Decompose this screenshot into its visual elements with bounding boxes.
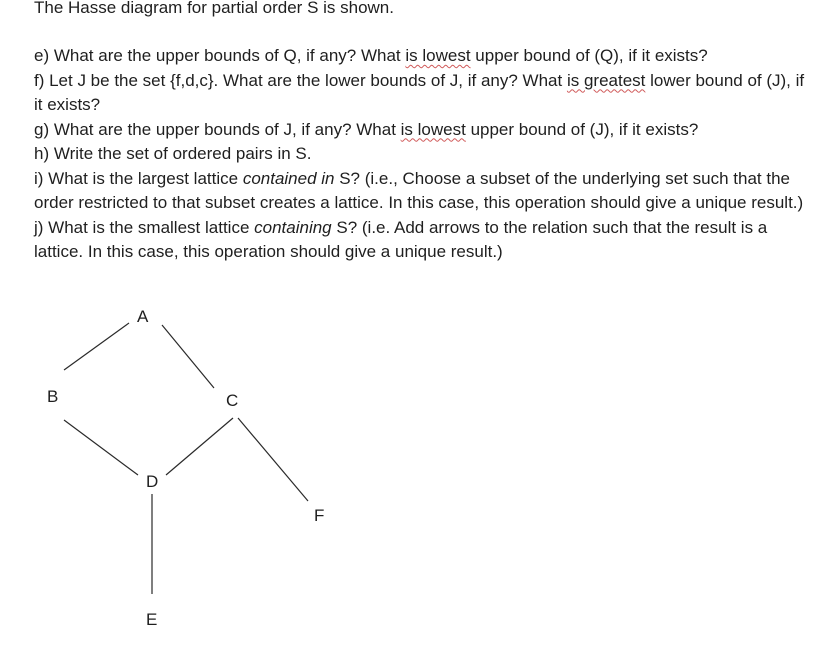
edge-f-c xyxy=(238,418,308,501)
edge-b-a xyxy=(64,323,129,370)
node-a: A xyxy=(137,307,149,326)
edge-d-b xyxy=(64,420,138,475)
question-g-flagged-phrase: is lowest xyxy=(400,119,466,139)
question-g-text: g) What are the upper bounds of J, if any? What xyxy=(34,119,401,139)
edge-c-a xyxy=(162,325,214,388)
node-c: C xyxy=(226,391,239,410)
question-e-text-end: upper bound of (Q), if it exists? xyxy=(470,46,708,65)
question-e-flagged-phrase: is lowest xyxy=(405,46,471,65)
question-g-text-end: upper bound of (J), if it exists? xyxy=(465,119,699,139)
question-g xyxy=(34,118,810,143)
question-e-text: e) What are the upper bounds of Q, if any? What xyxy=(34,46,406,65)
question-i xyxy=(34,167,810,216)
question-i-text-end: S? (i.e., Choose a subset of the underlying set such that the order restricted to that subset creates a lattice. In this case, this operation should give a unique result.) xyxy=(34,168,804,212)
question-j-text-end: S? (i.e. Add arrows to the relation such that the result is a lattice. In this case, this operation should give a unique result.) xyxy=(34,217,768,261)
question-f xyxy=(34,69,810,118)
node-d: D xyxy=(146,472,159,491)
question-h: h) Write the set of ordered pairs in S. xyxy=(34,144,312,163)
node-e: E xyxy=(146,610,158,629)
question-f-text: f) Let J be the set {f,d,c}. What are the lower bounds of J, if any? What xyxy=(34,70,567,90)
question-j xyxy=(34,216,810,265)
question-i-text: i) What is the largest lattice xyxy=(34,168,243,188)
question-i-emphasis: contained in xyxy=(242,168,335,188)
node-f: F xyxy=(314,506,325,525)
question-f-text-end: lower bound of (J), if it exists? xyxy=(34,70,805,114)
question-f-flagged-phrase: is greatest xyxy=(566,70,646,90)
hasse-diagram-canvas xyxy=(0,300,360,645)
question-j-text: j) What is the smallest lattice xyxy=(34,217,255,237)
node-b: B xyxy=(47,387,59,406)
hasse-diagram xyxy=(0,300,360,645)
page-title: The Hasse diagram for partial order S is shown. xyxy=(34,0,394,17)
question-e xyxy=(34,44,810,69)
edge-d-c xyxy=(166,418,233,475)
question-j-emphasis: containing xyxy=(254,217,332,237)
question-list xyxy=(34,44,810,265)
